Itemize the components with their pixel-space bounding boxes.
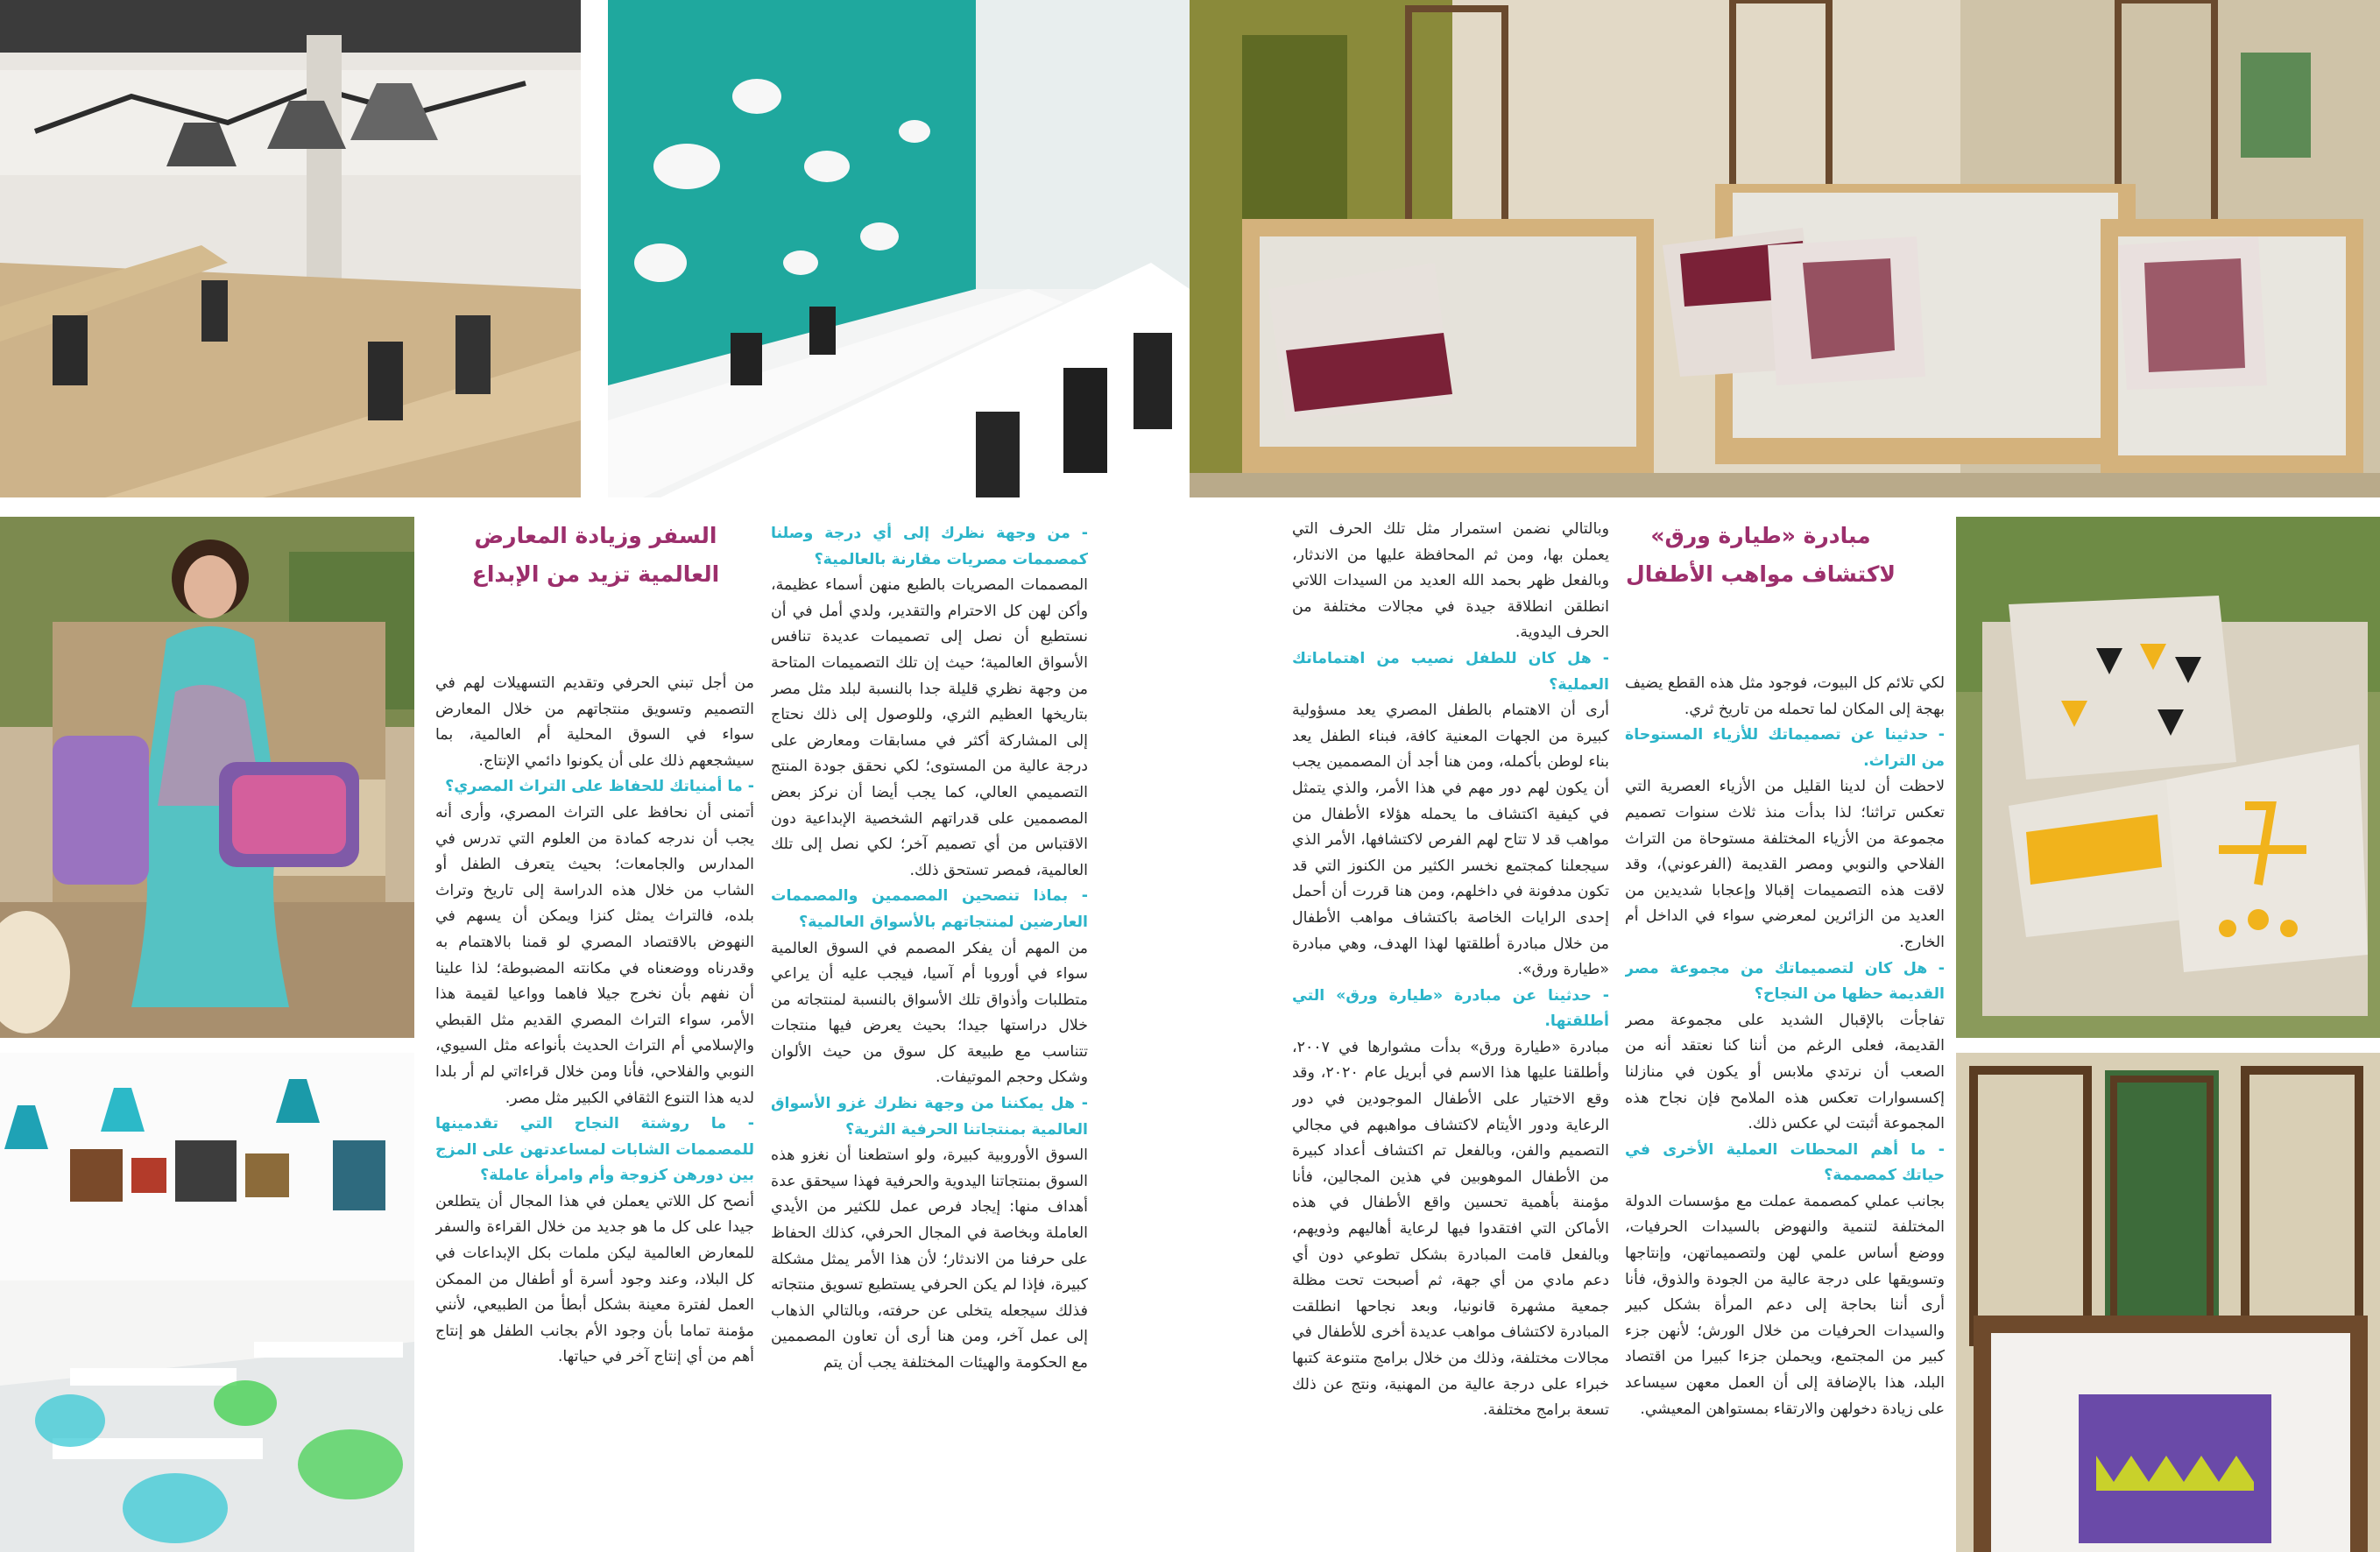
wooden-sofa-with-cushions-photo [1190, 0, 2380, 497]
interview-question: - ما روشتة النجاح التي تقدمينها للمصممات الشابات لمساعدتهن على المزج بين دورهن كزوجة وأم وامرأة عاملة؟ [435, 1115, 754, 1185]
headline-line-1: السفر وزيادة المعارض [474, 523, 717, 548]
paragraph: لاحظت أن لدينا القليل من الأزياء العصرية التي تعكس تراثنا؛ لذا بدأت منذ ثلاث سنوات تصميم مجموعة من الأزياء المختلفة مستوحاة من التراث الفلاحي والنوبي ومصر القديمة (الفرعوني)، وقد لاقت هذه التصميمات إقبالا وإعجابا شديدين من العديد من الزائرين لمعرضي سواء في الداخل أم الخارج. [1625, 778, 1945, 951]
interview-question: - هل كان للطفل نصيب من اهتماماتك العملية؟ [1292, 649, 1609, 694]
article-column-3 [771, 521, 1088, 1552]
paragraph: أتمنى أن نحافظ على التراث المصري، وأرى أنه يجب أن ندرجه كمادة من العلوم التي تدرس في المدارس والجامعات؛ بحيث يتعرف الطفل أو الشاب من خلال هذه الدراسة إلى تاريخ وتراث بلده، فالتراث يمثل كنزا ويمكن أن يسهم في النهوض بالاقتصاد المصري لو قمنا بالاهتمام به وقدرناه ووضعناه في مكانته المضبوطة؛ لذا علينا أن نفهم بأن نخرج جيلا فاهما وواعيا لقيمة هذا الأمر، سواء التراث المصري القديم مثل القبطي والإسلامي أم التراث الحديث بأنواعه مثل السيوي، النوبي والفلاحي، فأنا ومن خلال قراءاتي لم أر بلدا لديه هذا التنوع الثقافي الكبير مثل مصر. [435, 803, 754, 1107]
interview-question: - حدثينا عن مبادرة «طيارة ورق» التي أطلقتها. [1292, 986, 1609, 1031]
paragraph: من أجل تبني الحرفي وتقديم التسهيلات لهم في التصميم وتسويق منتجاتهم من خلال المعارض سواء في السوق المحلية أم العالمية، بما سيشجعهم ذلك على أن يكونوا دائمي الإنتاج. [435, 674, 754, 770]
paragraph: مبادرة «طيارة ورق» بدأت مشوارها في ٢٠٠٧، وأطلقنا عليها هذا الاسم في أبريل عام ٢٠٢٠، وقد وقع الاختيار على الأطفال الموجودين في دور الرعاية ودور الأيتام لاكتشاف مواهبهم في مجالي التصميم والفن، وبالفعل تم اكتشاف أعداد كبيرة من الأطفال الموهوبين في هذين المجالين، فأنا مؤمنة بأهمية تحسين واقع الأطفال في هذه الأماكن التي افتقدوا فيها لرعاية أهاليهم وذويهم، وبالفعل قامت المبادرة بشكل تطوعي دون أي دعم مادي من أي جهة، ثم أصبحت تحت مظلة جمعية مشهرة قانونيا، وبعد نجاحها انطلقت المبادرة لاكتشاف مواهب عديدة أخرى للأطفال في مجالات مختلفة، وذلك من خلال برامج متنوعة كتبها خبراء على درجة عالية من المهنية، ونتج عن ذلك تسعة برامج مختلفة. [1292, 1038, 1609, 1420]
paragraph: أنصح كل اللاتي يعملن في هذا المجال أن يتطلعن جيدا على كل ما هو جديد من خلال القراءة والسفر للمعارض العالمية ليكن ملمات بكل الإبداعات في كل البلاد، وعند وجود أسرة أو أطفال من الممكن العمل لفترة معينة بشكل أبطأ من الطبيعي، لأنني مؤمنة تماما بأن وجود الأم بجانب الطفل هو إنتاج أهم من أي إنتاج آخر في حياتها. [435, 1192, 754, 1366]
interview-question: - هل يمكننا من وجهة نظرك غزو الأسواق العالمية بمنتجاتنا الحرفية الثرية؟ [771, 1095, 1088, 1139]
headline-kite-initiative [1577, 517, 1945, 594]
paragraph: السوق الأوروبية كبيرة، ولو استطعنا أن نغزو هذه السوق بمنتجاتنا اليدوية والحرفية فهذا سيحقق عدة أهداف منها: إيجاد فرص عمل للكثير من الأيدي العاملة وبخاصة في المجال الحرفي، كذلك الحفاظ على حرفنا من الاندثار؛ لأن هذا الأمر يمثل مشكلة كبيرة، فإذا لم يكن الحرفي يستطيع تسويق منتجاته فذلك سيجعله يتخلى عن حرفته، وبالتالي الذهاب إلى عمل آخر، ومن هنا أرى أن تعاون المصممين مع الحكومة والهيئات المختلفة يجب أن يتم [771, 1146, 1088, 1372]
headline-line-2: لاكتشاف مواهب الأطفال [1626, 561, 1896, 587]
article-column-2 [1292, 517, 1609, 1552]
interview-question: - ما أهم المحطات العملية الأخرى في حياتك كمصممة؟ [1625, 1140, 1945, 1185]
white-cafe-hall-photo [0, 1053, 414, 1552]
paragraph: بجانب عملي كمصممة عملت مع مؤسسات الدولة المختلفة لتنمية والنهوض بالسيدات الحرفيات، ووضع أساس علمي لهن ولتصميماتهن، وإنتاجها وتسويقها على درجة عالية من الجودة والذوق، فأنا أرى أننا بحاجة إلى دعم المرأة بشكل كبير والسيدات الحرفيات من خلال الورش؛ لأنهن جزء كبير من المجتمع، ويحملن جزءا كبيرا من اقتصاد البلد، هذا بالإضافة إلى أن العمل معهن سيساعد على زيادة دخولهن والارتقاء بمستواهن المعيشي. [1625, 1192, 1945, 1418]
paragraph: المصممات المصريات بالطبع منهن أسماء عظيمة، وأكن لهن كل الاحترام والتقدير، ولدي أمل في أن نستطيع أن نصل إلى تصميمات عديدة تنافس الأسواق العالمية؛ حيث إن تلك التصميمات المتاحة من وجهة نظري قليلة جدا بالنسبة لبلد مثل مصر بتاريخها العظيم الثري، وللوصول إلى ذلك نحتاج إلى المشاركة أكثر في مسابقات ومعارض على درجة عالية من المستوى؛ لكي نحقق جودة المنتج التصميمي العالي، كما يجب أيضا أن نركز بعض المصممين على قدراتهم الشخصية الإبداعية دون الاقتباس من أي تصميم آخر؛ لكي نصل إلى تلك العالمية، فمصر تستحق ذلك. [771, 576, 1088, 879]
paragraph: تفاجأت بالإقبال الشديد على مجموعة مصر القديمة، فعلى الرغم من أننا كنا نعتقد أنه من الصعب أن نرتدي ملابس أو يكون في منازلنا إكسسوارات تعكس هذه الملامح فإن نجاح هذه المجموعة أثبتت لي عكس ذلك. [1625, 1011, 1945, 1133]
paragraph: من المهم أن يفكر المصمم في السوق العالمية سواء في أوروبا أم آسيا، فيجب عليه أن يراعي متطلبات وأذواق تلك الأسواق بالنسبة لمنتجاته من خلال دراستها جيدا؛ بحيث يعرض فيها منتجات تتناسب مع طبيعة كل سوق من حيث الألوان وشكل وحجم الموتيفات. [771, 939, 1088, 1087]
purple-cushion-on-bench-photo [1956, 1053, 2380, 1552]
paragraph: وبالتالي نضمن استمرار مثل تلك الحرف التي يعملن بها، ومن ثم المحافظة عليها من الاندثار، وبالفعل ظهر بحمد الله العديد من السيدات اللاتي انطلقن انطلاقة جيدة في مجالات مختلفة من الحرف اليدوية. [1292, 520, 1609, 642]
paragraph: لكي تلائم كل البيوت، فوجود مثل هذه القطع يضيف بهجة إلى المكان لما تحمله من تاريخ ثري. [1625, 674, 1945, 718]
cafe-interior-photo [0, 0, 581, 497]
interview-question: - من وجهة نظرك إلى أي درجة وصلنا كمصممات مصريات مقارنة بالعالمية؟ [771, 525, 1088, 568]
interview-question: - بماذا تنصحين المصممين والمصممات العارضين لمنتجاتهم بالأسواق العالمية؟ [771, 887, 1088, 931]
headline-line-2: العالمية تزيد من الإبداع [471, 561, 720, 587]
paragraph: أرى أن الاهتمام بالطفل المصري يعد مسؤولية كبيرة من الجهات المعنية كافة، فبناء الطفل يعد بناء لوطن بأكمله، ومن هنا أجد أن المصممين يجب أن يكون لهم دور مهم في هذا الأمر، والذي يتمثل في كيفية اكتشاف ما يحمله هؤلاء الأطفال من مواهب قد لا تتاح لهم الفرص لاكتشافها، الأمر الذي سيجعلنا كمجتمع نخسر الكثير من الكنوز التي قد تكون مدفونة في داخلهم، ومن هنا قررت أن أحمل إحدى الرايات الخاصة باكتشاف مواهب الأطفال من خلال مبادرة أطلقتها لهذا الهدف، وهي مبادرة «طيارة ورق». [1292, 702, 1609, 979]
interview-question: - هل كان لتصميماتك من مجموعة مصر القديمة حظها من النجاح؟ [1625, 959, 1945, 1004]
cushions-on-wicker-chair-photo [1956, 517, 2380, 1038]
article-column-4 [435, 671, 754, 1552]
interview-question: - ما أمنياتك للحفاظ على التراث المصري؟ [445, 778, 754, 796]
article-column-1 [1625, 671, 1945, 1552]
woman-with-cushion-photo [0, 517, 414, 1038]
teal-lecture-room-photo [608, 0, 1190, 497]
headline-travel-exhibitions [438, 517, 753, 594]
interview-question: - حدثينا عن تصميماتك للأزياء المستوحاة من التراث. [1625, 726, 1945, 770]
headline-line-1: مبادرة «طيارة ورق» [1650, 523, 1871, 548]
